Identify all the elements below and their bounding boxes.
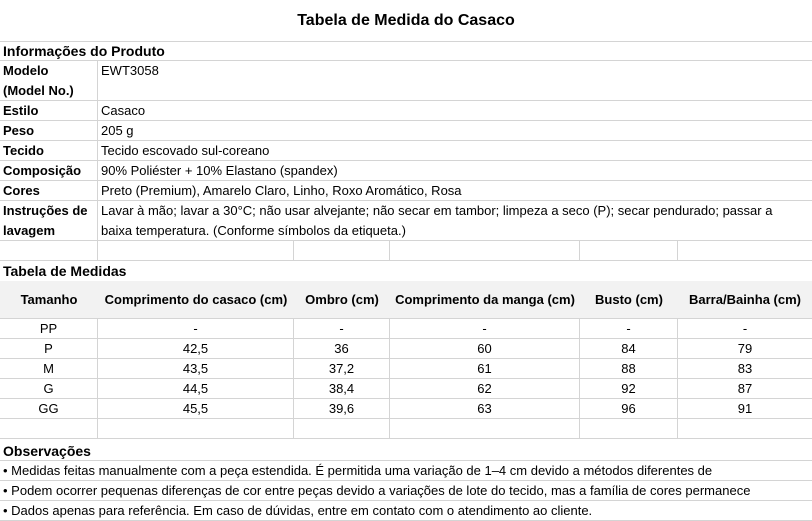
hem-cell: - xyxy=(742,321,748,336)
spacer-row xyxy=(0,241,812,261)
coat-length-cell: 43,5 xyxy=(98,359,294,378)
info-label-model-text: Modelo (Model No.) xyxy=(3,63,74,98)
sleeve-length-cell: 62 xyxy=(390,379,580,398)
size-cell: PP xyxy=(0,319,98,338)
bust-cell: 84 xyxy=(580,339,678,358)
header-sleeve-length: Comprimento da manga (cm) xyxy=(395,291,575,307)
info-row-colors xyxy=(0,181,812,201)
bust-cell: 92 xyxy=(580,379,678,398)
info-value-composition: 90% Poliéster + 10% Elastano (spandex) xyxy=(101,163,338,178)
info-row-washing xyxy=(0,201,812,241)
table-row xyxy=(0,319,812,339)
measurements-section-title: Tabela de Medidas xyxy=(3,263,127,279)
info-label-fabric: Tecido xyxy=(0,141,98,160)
spacer-cell xyxy=(580,241,678,260)
bust-cell: 88 xyxy=(580,359,678,378)
coat-length-cell: - xyxy=(98,319,294,338)
header-coat-length: Comprimento do casaco (cm) xyxy=(104,291,288,307)
note-row xyxy=(0,481,812,501)
coat-length-cell: 42,5 xyxy=(98,339,294,358)
info-row-weight xyxy=(0,121,812,141)
spacer-cell xyxy=(390,241,580,260)
spacer-cell xyxy=(0,241,98,260)
size-cell: M xyxy=(0,359,98,378)
sleeve-length-cell: 61 xyxy=(390,359,580,378)
spacer-cell xyxy=(0,419,98,438)
info-value-washing: Lavar à mão; lavar a 30°C; não usar alvejante; não secar em tambor; limpeza a seco (P); secar pendurado; passar a baixa temperatura. (Conforme símbolos da etiqueta.) xyxy=(101,203,773,238)
bust-cell: 96 xyxy=(580,399,678,418)
shoulder-cell: 37,2 xyxy=(294,359,390,378)
spacer-cell xyxy=(98,241,294,260)
header-hem: Barra/Bainha (cm) xyxy=(689,291,801,307)
hem-cell: 87 xyxy=(737,381,753,396)
sleeve-length-cell: - xyxy=(390,319,580,338)
info-value-style: Casaco xyxy=(101,103,146,118)
note-row xyxy=(0,501,812,521)
info-label-composition: Composição xyxy=(0,161,98,180)
info-row-composition xyxy=(0,161,812,181)
note-item: • Dados apenas para referência. Em caso de dúvidas, entre em contato com o atendimento ao cliente. xyxy=(3,503,593,518)
table-row xyxy=(0,339,812,359)
note-item: • Medidas feitas manualmente com a peça estendida. É permitida uma variação de 1–4 cm devido a métodos diferentes de xyxy=(3,463,713,478)
spacer-cell xyxy=(580,419,678,438)
info-label-weight: Peso xyxy=(0,121,98,140)
size-cell: P xyxy=(0,339,98,358)
table-row xyxy=(0,359,812,379)
note-row xyxy=(0,461,812,481)
info-label-model xyxy=(0,61,98,100)
note-item: • Podem ocorrer pequenas diferenças de cor entre peças devido a variações de lote do tecido, mas a família de cores permanece xyxy=(3,483,751,498)
table-row xyxy=(0,399,812,419)
info-label-style: Estilo xyxy=(0,101,98,120)
spacer-cell xyxy=(390,419,580,438)
header-bust: Busto (cm) xyxy=(595,291,663,307)
header-size: Tamanho xyxy=(20,291,78,307)
info-row-style xyxy=(0,101,812,121)
spacer-cell xyxy=(678,419,812,438)
spacer-row xyxy=(0,419,812,439)
header-shoulder: Ombro (cm) xyxy=(305,291,379,307)
measurements-header-row xyxy=(0,281,812,319)
size-cell: G xyxy=(0,379,98,398)
shoulder-cell: - xyxy=(294,319,390,338)
table-row xyxy=(0,379,812,399)
notes-section-row xyxy=(0,441,812,461)
product-info-section-row xyxy=(0,41,812,61)
spacer-cell xyxy=(294,419,390,438)
coat-length-cell: 44,5 xyxy=(98,379,294,398)
sleeve-length-cell: 60 xyxy=(390,339,580,358)
spacer-cell xyxy=(294,241,390,260)
size-cell: GG xyxy=(0,399,98,418)
page-title: Tabela de Medida do Casaco xyxy=(0,0,812,42)
spacer-cell xyxy=(678,241,812,260)
info-value-model: EWT3058 xyxy=(101,63,159,78)
info-label-washing xyxy=(0,201,98,240)
notes-section-title: Observações xyxy=(3,443,91,459)
shoulder-cell: 39,6 xyxy=(294,399,390,418)
info-value-colors: Preto (Premium), Amarelo Claro, Linho, Roxo Aromático, Rosa xyxy=(101,183,462,198)
hem-cell: 91 xyxy=(737,401,753,416)
info-row-model xyxy=(0,61,812,101)
coat-length-cell: 45,5 xyxy=(98,399,294,418)
measurements-section-row xyxy=(0,261,812,281)
spacer-cell xyxy=(98,419,294,438)
info-label-colors: Cores xyxy=(0,181,98,200)
hem-cell: 83 xyxy=(737,361,753,376)
shoulder-cell: 38,4 xyxy=(294,379,390,398)
product-info-section-title: Informações do Produto xyxy=(3,43,165,59)
sleeve-length-cell: 63 xyxy=(390,399,580,418)
shoulder-cell: 36 xyxy=(294,339,390,358)
hem-cell: 79 xyxy=(737,341,753,356)
info-value-fabric: Tecido escovado sul-coreano xyxy=(101,143,270,158)
info-row-fabric xyxy=(0,141,812,161)
bust-cell: - xyxy=(580,319,678,338)
info-value-weight: 205 g xyxy=(101,123,134,138)
info-label-washing-text: Instruções de lavagem xyxy=(3,203,88,238)
